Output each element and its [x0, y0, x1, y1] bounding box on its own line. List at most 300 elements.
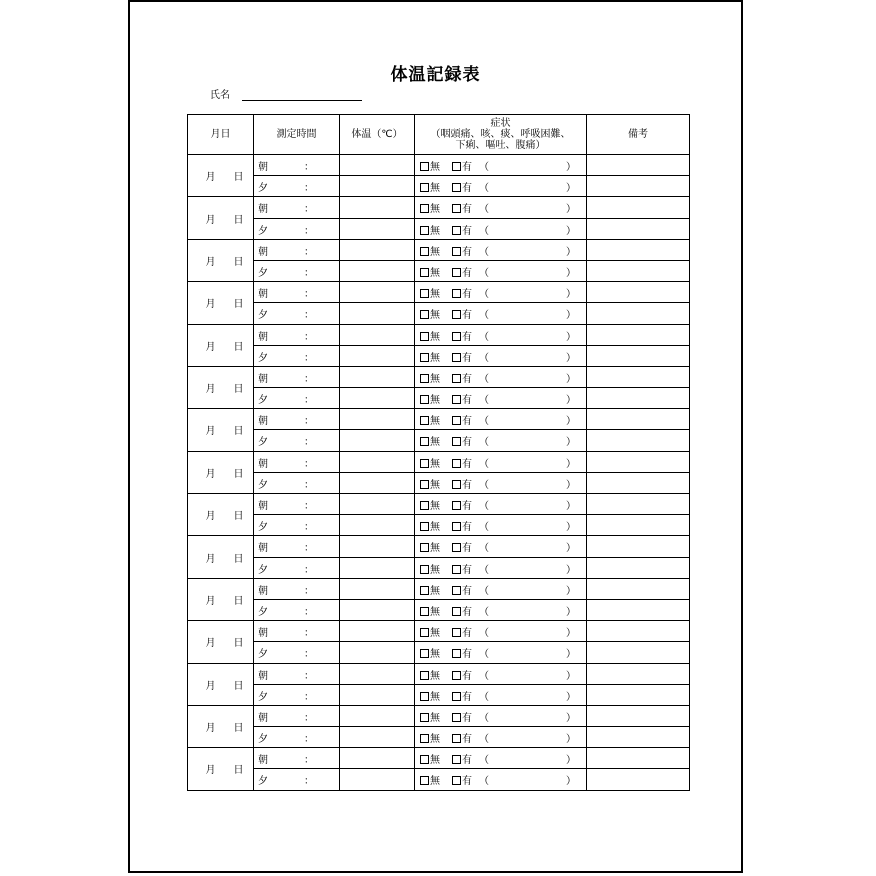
present-option[interactable] — [452, 412, 472, 427]
notes-cell[interactable] — [587, 260, 690, 281]
none-label: 無 — [430, 416, 440, 428]
temperature-cell[interactable] — [340, 260, 415, 281]
none-option[interactable] — [420, 285, 440, 300]
time-cell-morning[interactable] — [254, 621, 340, 642]
present-option[interactable] — [452, 688, 472, 703]
time-cell-morning[interactable] — [254, 409, 340, 430]
checkbox-none-icon[interactable] — [420, 395, 429, 404]
paren-close: ） — [566, 395, 576, 407]
none-option[interactable] — [420, 561, 440, 576]
checkbox-present-icon[interactable] — [452, 522, 461, 531]
notes-cell[interactable] — [587, 536, 690, 557]
notes-cell[interactable] — [587, 684, 690, 705]
notes-cell[interactable] — [587, 155, 690, 176]
temperature-cell[interactable] — [340, 239, 415, 260]
notes-cell[interactable] — [587, 282, 690, 303]
paren-open: （ — [479, 162, 489, 173]
date-cell[interactable] — [188, 282, 254, 324]
notes-cell[interactable] — [587, 218, 690, 239]
present-option[interactable] — [452, 730, 472, 745]
notes-cell[interactable] — [587, 599, 690, 620]
symptoms-cell[interactable] — [415, 345, 587, 366]
checkbox-none-icon[interactable] — [420, 755, 429, 764]
notes-cell[interactable] — [587, 409, 690, 430]
checkbox-none-icon[interactable] — [420, 671, 429, 680]
time-cell-morning[interactable] — [254, 239, 340, 260]
temperature-cell[interactable] — [340, 599, 415, 620]
none-option[interactable] — [420, 518, 440, 533]
present-option[interactable] — [452, 751, 472, 766]
time-cell-morning[interactable] — [254, 663, 340, 684]
present-option[interactable] — [452, 306, 472, 321]
present-option[interactable] — [452, 391, 472, 406]
present-label: 有 — [462, 501, 472, 512]
notes-cell[interactable] — [587, 345, 690, 366]
temperature-cell[interactable] — [340, 324, 415, 345]
checkbox-none-icon[interactable] — [420, 480, 429, 489]
checkbox-none-icon[interactable] — [420, 734, 429, 743]
none-option[interactable] — [420, 328, 440, 343]
symptoms-cell[interactable] — [415, 536, 587, 557]
present-option[interactable] — [452, 222, 472, 237]
none-option[interactable] — [420, 243, 440, 258]
temperature-cell[interactable] — [340, 197, 415, 218]
present-option[interactable] — [452, 179, 472, 194]
paren-open: （ — [479, 776, 489, 788]
checkbox-none-icon[interactable] — [420, 437, 429, 446]
notes-cell[interactable] — [587, 430, 690, 451]
time-cell-evening[interactable] — [254, 769, 340, 790]
none-option[interactable] — [420, 751, 440, 766]
symptoms-cell[interactable] — [415, 578, 587, 599]
checkbox-present-icon[interactable] — [452, 353, 461, 362]
temperature-cell[interactable] — [340, 684, 415, 705]
checkbox-present-icon[interactable] — [452, 183, 461, 192]
checkbox-present-icon[interactable] — [452, 247, 461, 256]
none-option[interactable] — [420, 624, 440, 639]
time-cell-morning[interactable] — [254, 197, 340, 218]
present-option[interactable] — [452, 455, 472, 470]
present-option[interactable] — [452, 243, 472, 258]
date-cell[interactable] — [188, 366, 254, 408]
date-cell[interactable] — [188, 239, 254, 281]
time-of-day-label: 夕 — [258, 522, 268, 534]
checkbox-present-icon[interactable] — [452, 607, 461, 616]
date-cell[interactable] — [188, 409, 254, 451]
time-of-day-label: 朝 — [258, 755, 268, 767]
present-label: 有 — [462, 458, 472, 470]
none-option[interactable] — [420, 179, 440, 194]
notes-cell[interactable] — [587, 303, 690, 324]
symptoms-cell[interactable] — [415, 684, 587, 705]
symptoms-cell[interactable] — [415, 197, 587, 218]
paren-open: （ — [479, 670, 489, 682]
none-option[interactable] — [420, 158, 440, 173]
checkbox-present-icon[interactable] — [452, 332, 461, 341]
none-option[interactable] — [420, 433, 440, 448]
none-option[interactable] — [420, 264, 440, 279]
paren-open: （ — [479, 289, 489, 301]
symptoms-cell[interactable] — [415, 409, 587, 430]
checkbox-none-icon[interactable] — [420, 776, 429, 785]
symptoms-cell[interactable] — [415, 515, 587, 536]
time-cell-morning[interactable] — [254, 324, 340, 345]
temperature-cell[interactable] — [340, 409, 415, 430]
present-option[interactable] — [452, 582, 472, 597]
none-label: 無 — [430, 755, 440, 767]
none-option[interactable] — [420, 667, 440, 682]
temperature-cell[interactable] — [340, 345, 415, 366]
temperature-cell[interactable] — [340, 663, 415, 684]
month-label: 月 — [205, 214, 216, 226]
present-option[interactable] — [452, 539, 472, 554]
checkbox-none-icon[interactable] — [420, 543, 429, 552]
present-option[interactable] — [452, 264, 472, 279]
temperature-cell[interactable] — [340, 451, 415, 472]
temperature-cell[interactable] — [340, 705, 415, 726]
symptoms-cell[interactable] — [415, 621, 587, 642]
time-cell-morning[interactable] — [254, 705, 340, 726]
symptoms-cell[interactable] — [415, 663, 587, 684]
time-cell-morning[interactable] — [254, 366, 340, 387]
symptoms-cell[interactable] — [415, 303, 587, 324]
present-option[interactable] — [452, 370, 472, 385]
date-cell[interactable] — [188, 663, 254, 705]
none-option[interactable] — [420, 349, 440, 364]
temperature-cell[interactable] — [340, 557, 415, 578]
temperature-cell[interactable] — [340, 748, 415, 769]
symptoms-cell[interactable] — [415, 239, 587, 260]
present-label: 有 — [462, 352, 472, 364]
time-cell-evening[interactable] — [254, 557, 340, 578]
symptoms-cell[interactable] — [415, 218, 587, 239]
checkbox-none-icon[interactable] — [420, 501, 429, 510]
notes-cell[interactable] — [587, 663, 690, 684]
none-option[interactable] — [420, 645, 440, 660]
present-option[interactable] — [452, 603, 472, 618]
checkbox-present-icon[interactable] — [452, 713, 461, 722]
none-option[interactable] — [420, 306, 440, 321]
checkbox-none-icon[interactable] — [420, 289, 429, 298]
checkbox-present-icon[interactable] — [452, 565, 461, 574]
symptoms-cell[interactable] — [415, 705, 587, 726]
checkbox-present-icon[interactable] — [452, 480, 461, 489]
symptoms-cell[interactable] — [415, 366, 587, 387]
symptoms-cell[interactable] — [415, 599, 587, 620]
present-option[interactable] — [452, 200, 472, 215]
paren-close: ） — [566, 479, 576, 491]
temperature-cell[interactable] — [340, 494, 415, 515]
present-label: 有 — [462, 691, 472, 703]
checkbox-none-icon[interactable] — [420, 628, 429, 637]
checkbox-present-icon[interactable] — [452, 310, 461, 319]
time-cell-evening[interactable] — [254, 515, 340, 536]
table-row-evening — [188, 599, 690, 620]
checkbox-present-icon[interactable] — [452, 226, 461, 235]
symptoms-cell[interactable] — [415, 748, 587, 769]
checkbox-none-icon[interactable] — [420, 522, 429, 531]
checkbox-none-icon[interactable] — [420, 459, 429, 468]
notes-cell[interactable] — [587, 515, 690, 536]
checkbox-none-icon[interactable] — [420, 226, 429, 235]
symptoms-cell[interactable] — [415, 324, 587, 345]
none-option[interactable] — [420, 370, 440, 385]
checkbox-present-icon[interactable] — [452, 586, 461, 595]
notes-cell[interactable] — [587, 324, 690, 345]
temperature-cell[interactable] — [340, 430, 415, 451]
checkbox-none-icon[interactable] — [420, 353, 429, 362]
checkbox-present-icon[interactable] — [452, 289, 461, 298]
checkbox-none-icon[interactable] — [420, 374, 429, 383]
time-of-day-label: 夕 — [258, 734, 268, 746]
time-cell-evening[interactable] — [254, 176, 340, 197]
checkbox-none-icon[interactable] — [420, 713, 429, 722]
none-option[interactable] — [420, 412, 440, 427]
time-cell-evening[interactable] — [254, 684, 340, 705]
checkbox-none-icon[interactable] — [420, 268, 429, 277]
checkbox-none-icon[interactable] — [420, 332, 429, 341]
paren-close: ） — [566, 755, 576, 767]
month-label: 月 — [205, 680, 216, 692]
time-cell-evening[interactable] — [254, 388, 340, 409]
symptoms-cell[interactable] — [415, 727, 587, 748]
present-option[interactable] — [452, 476, 472, 491]
date-cell[interactable] — [188, 451, 254, 493]
temperature-cell[interactable] — [340, 769, 415, 790]
checkbox-none-icon[interactable] — [420, 247, 429, 256]
notes-cell[interactable] — [587, 472, 690, 493]
time-colon: ： — [304, 352, 314, 364]
symptoms-cell[interactable] — [415, 430, 587, 451]
present-option[interactable] — [452, 645, 472, 660]
symptoms-cell[interactable] — [415, 282, 587, 303]
present-label: 有 — [462, 331, 472, 343]
checkbox-present-icon[interactable] — [452, 543, 461, 552]
time-cell-evening[interactable] — [254, 599, 340, 620]
checkbox-present-icon[interactable] — [452, 501, 461, 510]
present-option[interactable] — [452, 624, 472, 639]
temperature-cell[interactable] — [340, 515, 415, 536]
none-option[interactable] — [420, 539, 440, 554]
symptoms-cell[interactable] — [415, 494, 587, 515]
time-cell-evening[interactable] — [254, 345, 340, 366]
notes-cell[interactable] — [587, 621, 690, 642]
none-label: 無 — [430, 501, 440, 512]
checkbox-present-icon[interactable] — [452, 374, 461, 383]
present-option[interactable] — [452, 667, 472, 682]
checkbox-present-icon[interactable] — [452, 734, 461, 743]
notes-cell[interactable] — [587, 239, 690, 260]
checkbox-none-icon[interactable] — [420, 586, 429, 595]
none-option[interactable] — [420, 222, 440, 237]
time-cell-evening[interactable] — [254, 430, 340, 451]
temperature-cell[interactable] — [340, 642, 415, 663]
paren-open: （ — [479, 564, 489, 576]
date-cell[interactable] — [188, 494, 254, 536]
checkbox-present-icon[interactable] — [452, 437, 461, 446]
time-colon: ： — [304, 246, 314, 258]
temperature-cell[interactable] — [340, 621, 415, 642]
paren-open: （ — [479, 204, 489, 216]
temperature-cell[interactable] — [340, 282, 415, 303]
checkbox-present-icon[interactable] — [452, 416, 461, 425]
time-colon: ： — [304, 649, 314, 661]
checkbox-none-icon[interactable] — [420, 607, 429, 616]
notes-cell[interactable] — [587, 451, 690, 472]
time-colon: ： — [304, 162, 314, 173]
checkbox-present-icon[interactable] — [452, 162, 461, 171]
checkbox-present-icon[interactable] — [452, 204, 461, 213]
temperature-cell[interactable] — [340, 472, 415, 493]
none-option[interactable] — [420, 391, 440, 406]
symptoms-cell[interactable] — [415, 260, 587, 281]
time-cell-evening[interactable] — [254, 472, 340, 493]
checkbox-none-icon[interactable] — [420, 416, 429, 425]
header-notes: 備考 — [587, 115, 690, 155]
checkbox-none-icon[interactable] — [420, 649, 429, 658]
time-cell-morning[interactable] — [254, 578, 340, 599]
date-cell[interactable] — [188, 324, 254, 366]
date-cell[interactable] — [188, 536, 254, 578]
checkbox-none-icon[interactable] — [420, 310, 429, 319]
temperature-cell[interactable] — [340, 366, 415, 387]
symptoms-cell[interactable] — [415, 155, 587, 176]
month-label: 月 — [205, 723, 216, 735]
day-label: 日 — [233, 638, 244, 650]
present-option[interactable] — [452, 158, 472, 173]
present-option[interactable] — [452, 328, 472, 343]
present-option[interactable] — [452, 349, 472, 364]
temperature-cell[interactable] — [340, 578, 415, 599]
notes-cell[interactable] — [587, 578, 690, 599]
time-of-day-label: 夕 — [258, 310, 268, 322]
table-row-morning — [188, 536, 690, 557]
table-row-morning — [188, 197, 690, 218]
time-of-day-label: 朝 — [258, 246, 268, 258]
time-cell-morning[interactable] — [254, 282, 340, 303]
date-cell[interactable] — [188, 705, 254, 747]
none-option[interactable] — [420, 730, 440, 745]
checkbox-present-icon[interactable] — [452, 649, 461, 658]
date-cell[interactable] — [188, 578, 254, 620]
paren-close: ） — [566, 331, 576, 343]
none-option[interactable] — [420, 497, 440, 512]
symptoms-cell[interactable] — [415, 451, 587, 472]
present-option[interactable] — [452, 518, 472, 533]
day-label: 日 — [233, 299, 244, 311]
notes-cell[interactable] — [587, 642, 690, 663]
present-option[interactable] — [452, 433, 472, 448]
symptoms-cell[interactable] — [415, 642, 587, 663]
none-option[interactable] — [420, 709, 440, 724]
date-cell[interactable] — [188, 748, 254, 790]
none-option[interactable] — [420, 476, 440, 491]
symptoms-cell[interactable] — [415, 388, 587, 409]
notes-cell[interactable] — [587, 366, 690, 387]
paren-close: ） — [566, 204, 576, 216]
time-cell-morning[interactable] — [254, 748, 340, 769]
time-cell-evening[interactable] — [254, 218, 340, 239]
present-option[interactable] — [452, 285, 472, 300]
none-option[interactable] — [420, 200, 440, 215]
notes-cell[interactable] — [587, 769, 690, 790]
time-cell-morning[interactable] — [254, 451, 340, 472]
none-option[interactable] — [420, 455, 440, 470]
checkbox-none-icon[interactable] — [420, 204, 429, 213]
checkbox-present-icon[interactable] — [452, 671, 461, 680]
time-cell-morning[interactable] — [254, 155, 340, 176]
symptoms-cell[interactable] — [415, 557, 587, 578]
notes-cell[interactable] — [587, 727, 690, 748]
time-cell-evening[interactable] — [254, 642, 340, 663]
notes-cell[interactable] — [587, 705, 690, 726]
notes-cell[interactable] — [587, 176, 690, 197]
present-option[interactable] — [452, 561, 472, 576]
checkbox-none-icon[interactable] — [420, 183, 429, 192]
paren-open: （ — [479, 267, 489, 279]
temperature-cell[interactable] — [340, 176, 415, 197]
time-cell-evening[interactable] — [254, 260, 340, 281]
checkbox-present-icon[interactable] — [452, 692, 461, 701]
none-option[interactable] — [420, 772, 440, 787]
symptoms-cell[interactable] — [415, 176, 587, 197]
table-row-morning — [188, 451, 690, 472]
checkbox-present-icon[interactable] — [452, 459, 461, 468]
symptoms-cell[interactable] — [415, 769, 587, 790]
paren-open: （ — [479, 331, 489, 343]
time-of-day-label: 朝 — [258, 289, 268, 301]
checkbox-present-icon[interactable] — [452, 268, 461, 277]
temperature-cell[interactable] — [340, 303, 415, 324]
temperature-cell[interactable] — [340, 388, 415, 409]
notes-cell[interactable] — [587, 557, 690, 578]
date-cell[interactable] — [188, 621, 254, 663]
time-of-day-label: 夕 — [258, 225, 268, 237]
notes-cell[interactable] — [587, 197, 690, 218]
time-cell-morning[interactable] — [254, 536, 340, 557]
notes-cell[interactable] — [587, 494, 690, 515]
checkbox-none-icon[interactable] — [420, 565, 429, 574]
date-cell[interactable] — [188, 197, 254, 239]
time-cell-evening[interactable] — [254, 727, 340, 748]
checkbox-present-icon[interactable] — [452, 755, 461, 764]
temperature-cell[interactable] — [340, 727, 415, 748]
notes-cell[interactable] — [587, 388, 690, 409]
checkbox-none-icon[interactable] — [420, 692, 429, 701]
symptoms-cell[interactable] — [415, 472, 587, 493]
time-cell-morning[interactable] — [254, 494, 340, 515]
none-option[interactable] — [420, 603, 440, 618]
none-label: 無 — [430, 712, 440, 724]
temperature-cell[interactable] — [340, 536, 415, 557]
notes-cell[interactable] — [587, 748, 690, 769]
checkbox-present-icon[interactable] — [452, 776, 461, 785]
checkbox-present-icon[interactable] — [452, 395, 461, 404]
time-cell-evening[interactable] — [254, 303, 340, 324]
checkbox-present-icon[interactable] — [452, 628, 461, 637]
present-option[interactable] — [452, 772, 472, 787]
date-cell[interactable] — [188, 155, 254, 197]
temperature-cell[interactable] — [340, 155, 415, 176]
temperature-cell[interactable] — [340, 218, 415, 239]
none-option[interactable] — [420, 582, 440, 597]
present-option[interactable] — [452, 709, 472, 724]
none-option[interactable] — [420, 688, 440, 703]
time-colon: ： — [304, 628, 314, 640]
present-option[interactable] — [452, 497, 472, 512]
name-blank-line[interactable] — [242, 90, 362, 101]
checkbox-none-icon[interactable] — [420, 162, 429, 171]
